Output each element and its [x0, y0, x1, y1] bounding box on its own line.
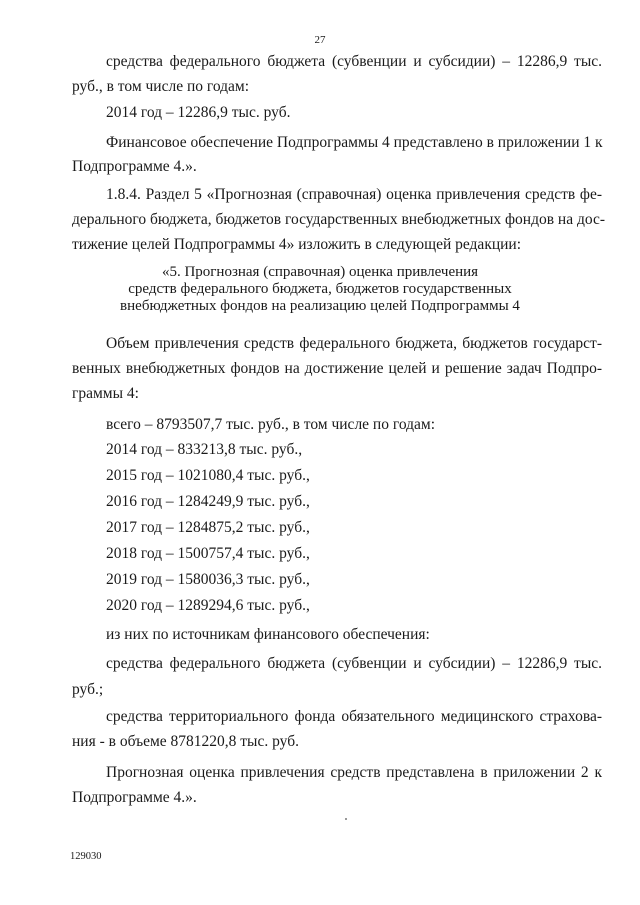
page-number: 27 [314, 34, 326, 46]
year-line: 2015 год – 1021080,4 тыс. руб., [106, 467, 310, 484]
scan-speck [345, 818, 347, 820]
text-line: дерального бюджета, бюджетов государственных внебюджетных фондов на дос- [72, 211, 606, 228]
text-line: Финансовое обеспечение Подпрограммы 4 представлено в приложении 1 к [106, 134, 603, 151]
text-line: Подпрограмме 4.». [72, 158, 197, 175]
footer-code: 129030 [70, 851, 102, 862]
text-line: Прогнозная оценка привлечения средств представлена в приложении 2 к [106, 764, 602, 781]
year-line: 2019 год – 1580036,3 тыс. руб., [106, 571, 310, 588]
text-line: тижение целей Подпрограммы 4» изложить в следующей редакции: [72, 236, 522, 253]
section-heading-line: средств федерального бюджета, бюджетов государственных [128, 281, 512, 297]
section-heading-line: внебюджетных фондов на реализацию целей Подпрограммы 4 [120, 298, 520, 314]
section-heading-line: «5. Прогнозная (справочная) оценка привлечения [161, 264, 479, 280]
year-line: 2017 год – 1284875,2 тыс. руб., [106, 519, 310, 536]
text-line: из них по источникам финансового обеспечения: [106, 626, 430, 643]
text-line: 2014 год – 12286,9 тыс. руб. [106, 104, 291, 121]
text-line: средства федерального бюджета (субвенции и субсидии) – 12286,9 тыс. [106, 53, 602, 70]
text-line: руб.; [72, 681, 104, 698]
text-line: венных внебюджетных фондов на достижение целей и решение задач Подпро- [72, 360, 602, 377]
text-line: Подпрограмме 4.». [72, 789, 197, 806]
text-line: средства территориального фонда обязательного медицинского страхова- [106, 708, 602, 725]
text-line: ния - в объеме 8781220,8 тыс. руб. [72, 733, 299, 750]
year-line: 2016 год – 1284249,9 тыс. руб., [106, 493, 310, 510]
text-line: всего – 8793507,7 тыс. руб., в том числе по годам: [106, 416, 436, 433]
text-line: средства федерального бюджета (субвенции и субсидии) – 12286,9 тыс. [106, 655, 602, 672]
text-line: Объем привлечения средств федерального бюджета, бюджетов государст- [106, 335, 602, 352]
text-line: руб., в том числе по годам: [72, 78, 250, 95]
year-line: 2018 год – 1500757,4 тыс. руб., [106, 545, 310, 562]
text-line: 1.8.4. Раздел 5 «Прогнозная (справочная) оценка привлечения средств фе- [106, 186, 602, 203]
year-line: 2020 год – 1289294,6 тыс. руб., [106, 597, 310, 614]
year-line: 2014 год – 833213,8 тыс. руб., [106, 441, 303, 458]
text-line: граммы 4: [72, 385, 139, 402]
